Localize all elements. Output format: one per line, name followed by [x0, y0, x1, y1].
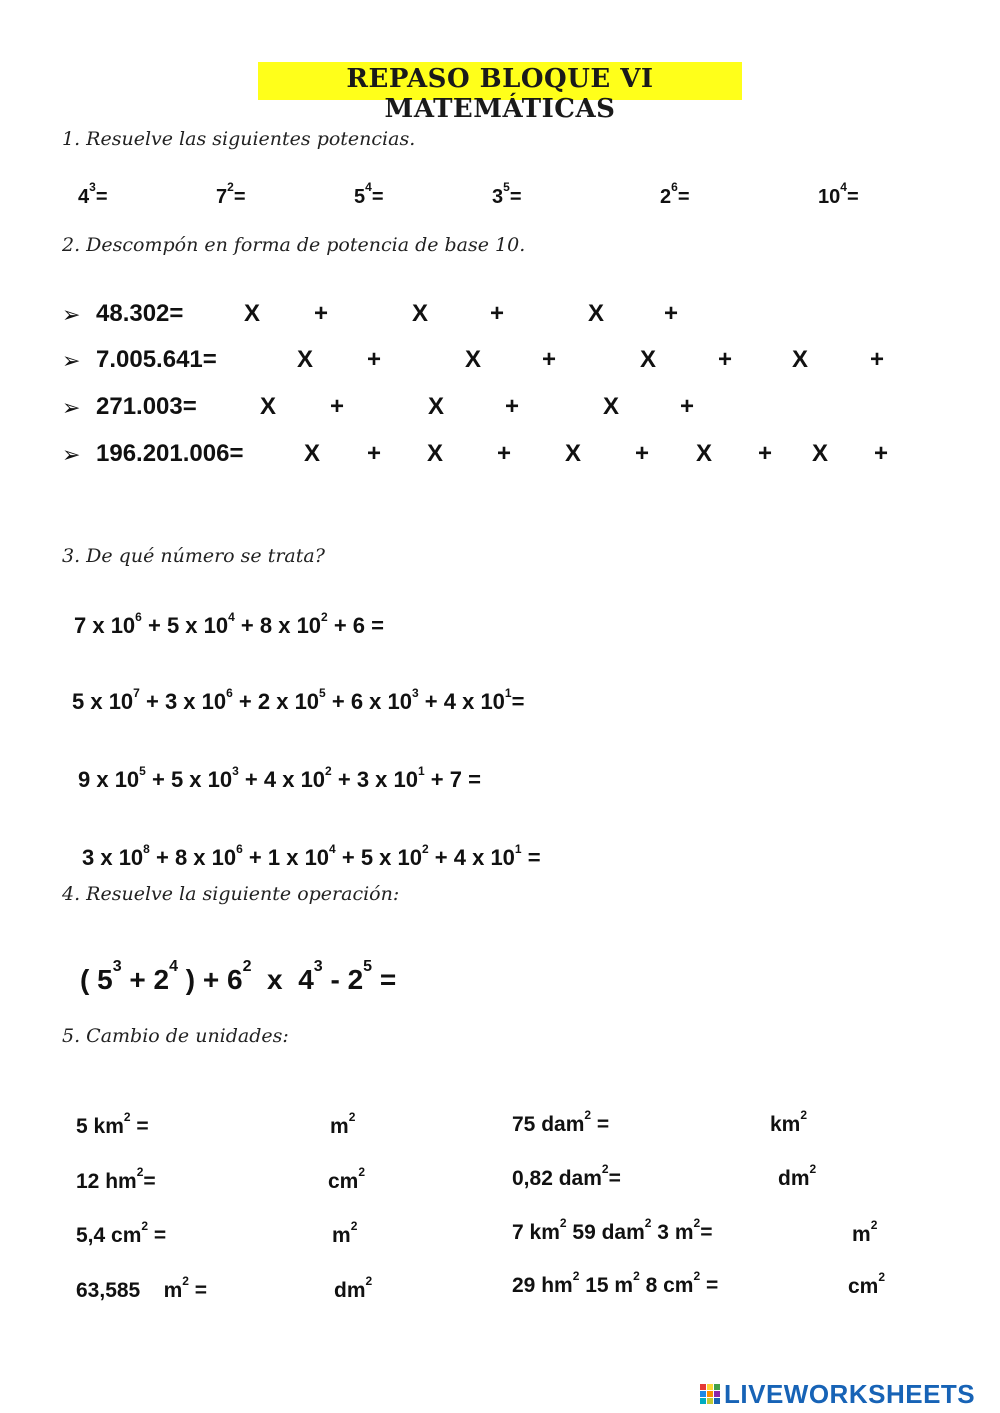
plus-symbol: + — [635, 440, 650, 467]
question-4-label: 4. Resuelve la siguiente operación: — [62, 883, 400, 905]
plus-symbol: + — [870, 346, 885, 373]
times-symbol: X — [304, 440, 321, 467]
plus-symbol: + — [718, 346, 733, 373]
plus-symbol: + — [542, 346, 557, 373]
plus-symbol: + — [874, 440, 889, 467]
liveworksheets-logo[interactable] — [700, 1378, 975, 1410]
combined-operation: ( $5^3 + 2^4$ ) + $6^2$ x $4^3 - 2^5$ = — [80, 958, 397, 995]
target-unit: $dm^2$ — [778, 1162, 817, 1190]
plus-symbol: + — [664, 300, 679, 327]
times-symbol: X — [244, 300, 261, 327]
expanded-expression: 3 x $10^8 + 8$ x $10^6 + 1$ x $10^4 + 5$ x $10^2 + 4$ x $10^1$ = — [82, 842, 541, 870]
logo-text: LIVEWORKSHEETS — [724, 1378, 976, 1409]
plus-symbol: + — [314, 300, 329, 327]
target-unit: $m^2$ — [330, 1110, 356, 1138]
decompose-number: 196.201.006= — [96, 440, 244, 467]
target-unit: $km^2$ — [770, 1108, 808, 1136]
times-symbol: X — [792, 346, 809, 373]
question-3-label: 3. De qué número se trata? — [62, 545, 325, 567]
target-unit: $cm^2$ — [848, 1270, 886, 1298]
question-1-label: 1. Resuelve las siguientes potencias. — [62, 128, 416, 150]
decompose-number: 7.005.641= — [96, 346, 217, 373]
unit-conversion-right: 7 $km^2$ 59 dam$^2$ 3 $m^2=$ — [512, 1216, 713, 1244]
power-item: $10^4=$ — [818, 180, 859, 208]
power-item: $4^3=$ — [78, 180, 108, 208]
times-symbol: X — [812, 440, 829, 467]
plus-symbol: + — [758, 440, 773, 467]
times-symbol: X — [565, 440, 582, 467]
plus-symbol: + — [367, 346, 382, 373]
times-symbol: X — [260, 393, 277, 420]
times-symbol: X — [428, 393, 445, 420]
unit-conversion-left: 63,585 $m^2$ = — [76, 1274, 208, 1302]
question-2-label: 2. Descompón en forma de potencia de base 10. — [62, 234, 526, 256]
bullet-arrow-icon: ➢ — [62, 348, 81, 373]
power-item: $5^4=$ — [354, 180, 384, 208]
target-unit: $dm^2$ — [334, 1274, 373, 1302]
expanded-expression: 9 x $10^5 + 5$ x $10^3 + 4$ x $10^2 + 3$ x $10^1 + 7$ = — [78, 764, 481, 792]
target-unit: $m^2$ — [332, 1219, 358, 1247]
unit-conversion-right: 75 dam$^2$ = — [512, 1108, 610, 1136]
power-item: $2^6=$ — [660, 180, 690, 208]
bullet-arrow-icon: ➢ — [62, 302, 81, 327]
times-symbol: X — [412, 300, 429, 327]
times-symbol: X — [588, 300, 605, 327]
unit-conversion-right: 29 $hm^2$ 15 $m^2$ 8 $cm^2$ = — [512, 1269, 719, 1297]
plus-symbol: + — [367, 440, 382, 467]
expanded-expression: 5 x $10^7 + 3$ x $10^6 + 2$ x $10^5 + 6$ x $10^3 + 4$ x $10^1=$ — [72, 686, 525, 714]
plus-symbol: + — [497, 440, 512, 467]
power-item: $3^5=$ — [492, 180, 522, 208]
logo-grid-icon — [700, 1384, 720, 1404]
times-symbol: X — [640, 346, 657, 373]
bullet-arrow-icon: ➢ — [62, 395, 81, 420]
page-title: REPASO BLOQUE VI MATEMÁTICAS — [346, 64, 654, 124]
times-symbol: X — [465, 346, 482, 373]
decompose-number: 271.003= — [96, 393, 197, 420]
bullet-arrow-icon: ➢ — [62, 442, 81, 467]
unit-conversion-left: 5 $km^2$ = — [76, 1110, 149, 1138]
target-unit: $m^2$ — [852, 1218, 878, 1246]
plus-symbol: + — [330, 393, 345, 420]
target-unit: $cm^2$ — [328, 1165, 366, 1193]
plus-symbol: + — [680, 393, 695, 420]
plus-symbol: + — [505, 393, 520, 420]
power-item: $7^2=$ — [216, 180, 246, 208]
expanded-expression: 7 x $10^6 + 5$ x $10^4 + 8$ x $10^2 + 6$ = — [74, 610, 385, 638]
times-symbol: X — [696, 440, 713, 467]
unit-conversion-right: 0,82 dam$^2$= — [512, 1162, 621, 1190]
unit-conversion-left: 5,4 $cm^2$ = — [76, 1219, 167, 1247]
times-symbol: X — [603, 393, 620, 420]
question-5-label: 5. Cambio de unidades: — [62, 1025, 289, 1047]
plus-symbol: + — [490, 300, 505, 327]
times-symbol: X — [297, 346, 314, 373]
times-symbol: X — [427, 440, 444, 467]
unit-conversion-left: 12 $hm^2=$ — [76, 1165, 156, 1193]
decompose-number: 48.302= — [96, 300, 184, 327]
